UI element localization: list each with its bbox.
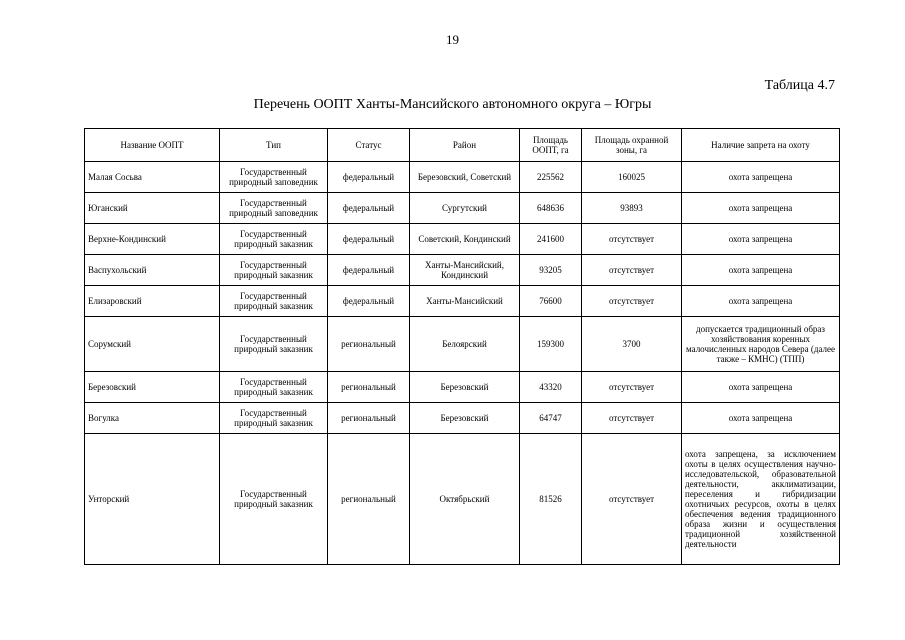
cell-buffer-area: 93893 [582,193,682,224]
column-header-area: Площадь ООПТ, га [520,129,582,162]
cell-buffer-area: отсутствует [582,434,682,565]
cell-hunting-ban: охота запрещена [682,193,840,224]
cell-name: Малая Сосьва [85,162,220,193]
cell-name: Березовский [85,372,220,403]
cell-status: федеральный [328,162,410,193]
cell-status: региональный [328,317,410,372]
cell-buffer-area: отсутствует [582,372,682,403]
cell-district: Белоярский [410,317,520,372]
cell-hunting-ban: допускается традиционный образ хозяйствования коренных малочисленных народов Севера (далее также – КМНС) (ТПП) [682,317,840,372]
cell-name: Васпухольский [85,255,220,286]
cell-hunting-ban: охота запрещена, за исключением охоты в целях осуществления научно-исследовательской, образовательной деятельности, акклиматизации, переселения и гибридизации охотничьих ресурсов, охоты в целях обеспечения ведения традиционного образа жизни и осуществления традиционной хозяйственной деятельности [682,434,840,565]
oopt-table [84,128,840,565]
cell-area: 225562 [520,162,582,193]
cell-name: Юганский [85,193,220,224]
table-label: Таблица 4.7 [764,78,835,93]
table-row [85,372,840,403]
cell-status: региональный [328,434,410,565]
cell-name: Сорумский [85,317,220,372]
cell-type: Государственный природный заказник [220,255,328,286]
cell-buffer-area: отсутствует [582,255,682,286]
cell-area: 76600 [520,286,582,317]
cell-area: 648636 [520,193,582,224]
cell-hunting-ban: охота запрещена [682,224,840,255]
cell-buffer-area: 160025 [582,162,682,193]
cell-buffer-area: 3700 [582,317,682,372]
table-row [85,162,840,193]
cell-district: Ханты-Мансийский, Кондинский [410,255,520,286]
cell-type: Государственный природный заповедник [220,162,328,193]
cell-type: Государственный природный заказник [220,317,328,372]
cell-buffer-area: отсутствует [582,286,682,317]
column-header-buffer-area: Площадь охранной зоны, га [582,129,682,162]
cell-hunting-ban: охота запрещена [682,403,840,434]
column-header-status: Статус [328,129,410,162]
column-header-type: Тип [220,129,328,162]
cell-name: Унторский [85,434,220,565]
cell-name: Вогулка [85,403,220,434]
table-row [85,286,840,317]
cell-district: Сургутский [410,193,520,224]
cell-district: Октябрьский [410,434,520,565]
column-header-name: Название ООПТ [85,129,220,162]
cell-status: региональный [328,403,410,434]
cell-area: 43320 [520,372,582,403]
table-row [85,193,840,224]
cell-area: 93205 [520,255,582,286]
page-number: 19 [446,32,459,47]
cell-district: Советский, Кондинский [410,224,520,255]
cell-district: Березовский [410,372,520,403]
cell-hunting-ban: охота запрещена [682,162,840,193]
cell-status: федеральный [328,224,410,255]
cell-area: 81526 [520,434,582,565]
cell-type: Государственный природный заказник [220,224,328,255]
table-row [85,255,840,286]
cell-hunting-ban: охота запрещена [682,372,840,403]
cell-area: 159300 [520,317,582,372]
cell-district: Березовский, Советский [410,162,520,193]
cell-type: Государственный природный заповедник [220,193,328,224]
cell-hunting-ban: охота запрещена [682,255,840,286]
cell-type: Государственный природный заказник [220,434,328,565]
cell-type: Государственный природный заказник [220,403,328,434]
table-title: Перечень ООПТ Ханты-Мансийского автономного округа – Югры [253,97,652,112]
cell-hunting-ban: охота запрещена [682,286,840,317]
cell-area: 241600 [520,224,582,255]
cell-name: Елизаровский [85,286,220,317]
cell-district: Березовский [410,403,520,434]
cell-status: федеральный [328,255,410,286]
cell-type: Государственный природный заказник [220,372,328,403]
table-row [85,403,840,434]
cell-buffer-area: отсутствует [582,224,682,255]
table-row [85,224,840,255]
cell-status: региональный [328,372,410,403]
table-row [85,434,840,565]
cell-status: федеральный [328,193,410,224]
cell-status: федеральный [328,286,410,317]
table-row [85,317,840,372]
table-header-row [85,129,840,162]
cell-name: Верхне-Кондинский [85,224,220,255]
column-header-hunting-ban: Наличие запрета на охоту [682,129,840,162]
cell-district: Ханты-Мансийский [410,286,520,317]
column-header-district: Район [410,129,520,162]
cell-type: Государственный природный заказник [220,286,328,317]
cell-area: 64747 [520,403,582,434]
cell-buffer-area: отсутствует [582,403,682,434]
